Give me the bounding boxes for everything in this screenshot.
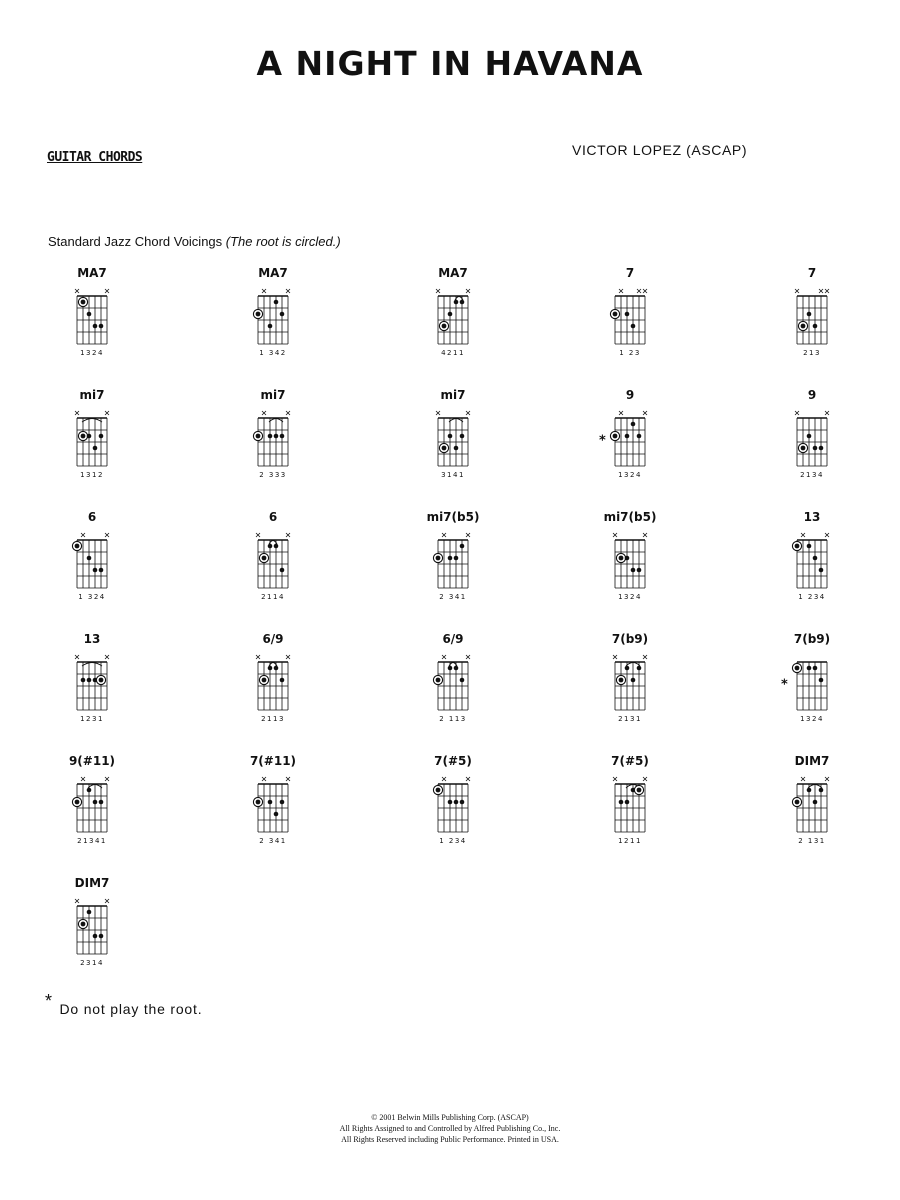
finger-dot xyxy=(460,300,465,305)
finger-dot xyxy=(801,324,806,329)
fretboard-grid xyxy=(233,754,313,844)
finger-dot xyxy=(448,312,453,317)
finger-dot xyxy=(256,434,261,439)
chord-name: 6/9 xyxy=(442,632,464,646)
finger-dot xyxy=(613,434,618,439)
finger-dot xyxy=(631,678,636,683)
finger-dot xyxy=(274,544,279,549)
finger-dot xyxy=(795,666,800,671)
barre-arc xyxy=(82,419,102,423)
copyright-line: All Rights Reserved including Public Performance. Printed in USA. xyxy=(341,1135,559,1144)
chord-name: mi7(b5) xyxy=(603,510,657,524)
finger-dot xyxy=(93,800,98,805)
finger-dot xyxy=(268,434,273,439)
finger-dot xyxy=(274,300,279,305)
chord-diagram xyxy=(413,754,493,864)
chord-name: mi7 xyxy=(440,388,466,402)
fretboard-grid xyxy=(772,266,852,356)
fretboard-grid xyxy=(413,266,493,356)
finger-dot xyxy=(81,922,86,927)
chord-diagram xyxy=(772,632,852,742)
chord-name: MA7 xyxy=(258,266,288,280)
finger-dot xyxy=(807,434,812,439)
finger-dot xyxy=(448,556,453,561)
finger-dot xyxy=(280,312,285,317)
finger-dot xyxy=(274,434,279,439)
fretboard-grid xyxy=(590,388,670,478)
finger-dot xyxy=(93,446,98,451)
chord-name: 9 xyxy=(807,388,817,402)
fretboard-grid xyxy=(772,388,852,478)
chord-name: 9 xyxy=(625,388,635,402)
fretboard-grid xyxy=(413,632,493,722)
finger-dot xyxy=(637,568,642,573)
chord-diagram xyxy=(233,632,313,742)
finger-dot xyxy=(631,324,636,329)
finger-dot xyxy=(436,788,441,793)
chord-name: 7 xyxy=(625,266,635,280)
fingering-numbers: 1324 xyxy=(618,593,642,601)
fretboard-grid xyxy=(590,632,670,722)
chord-diagram xyxy=(772,754,852,864)
fingering-numbers: 1211 xyxy=(618,837,642,845)
fingering-numbers: 2 333 xyxy=(259,471,287,479)
finger-dot xyxy=(87,788,92,793)
finger-dot xyxy=(637,434,642,439)
finger-dot xyxy=(280,678,285,683)
finger-dot xyxy=(99,568,104,573)
finger-dot xyxy=(631,422,636,427)
finger-dot xyxy=(448,800,453,805)
fretboard-grid xyxy=(233,266,313,356)
chord-name: 13 xyxy=(803,510,821,524)
finger-dot xyxy=(460,434,465,439)
finger-dot xyxy=(436,678,441,683)
chord-diagram xyxy=(233,266,313,376)
finger-dot xyxy=(813,556,818,561)
fingering-numbers: 1 23 xyxy=(619,349,641,357)
finger-dot xyxy=(268,544,273,549)
fingering-numbers: 1324 xyxy=(800,715,824,723)
finger-dot xyxy=(256,312,261,317)
finger-dot xyxy=(262,556,267,561)
finger-dot xyxy=(819,446,824,451)
fingering-numbers: 1 324 xyxy=(78,593,106,601)
chord-name: 7(#11) xyxy=(249,754,297,768)
fretboard-grid xyxy=(52,632,132,722)
copyright-line: All Rights Assigned to and Controlled by Alfred Publishing Co., Inc. xyxy=(339,1124,561,1133)
fingering-numbers: 2113 xyxy=(261,715,285,723)
finger-dot xyxy=(274,812,279,817)
fingering-numbers: 1312 xyxy=(80,471,104,479)
finger-dot xyxy=(637,788,642,793)
finger-dot xyxy=(99,934,104,939)
asterisk-icon: * xyxy=(45,991,53,1011)
chord-name: 7(#5) xyxy=(434,754,472,768)
finger-dot xyxy=(93,568,98,573)
finger-dot xyxy=(87,312,92,317)
finger-dot xyxy=(795,800,800,805)
chord-diagram xyxy=(233,754,313,864)
fingering-numbers: 21341 xyxy=(77,837,107,845)
finger-dot xyxy=(87,556,92,561)
fretboard-grid xyxy=(413,388,493,478)
finger-dot xyxy=(807,666,812,671)
chord-diagram xyxy=(590,632,670,742)
finger-dot xyxy=(99,324,104,329)
finger-dot xyxy=(795,544,800,549)
chord-diagram xyxy=(413,266,493,376)
finger-dot xyxy=(262,678,267,683)
chord-diagram xyxy=(413,388,493,498)
fretboard-grid xyxy=(233,388,313,478)
finger-dot xyxy=(99,800,104,805)
finger-dot xyxy=(81,678,86,683)
finger-dot xyxy=(93,934,98,939)
chord-name: 6 xyxy=(87,510,97,524)
finger-dot xyxy=(280,434,285,439)
finger-dot xyxy=(268,800,273,805)
fingering-numbers: 1324 xyxy=(80,349,104,357)
finger-dot xyxy=(807,312,812,317)
finger-dot xyxy=(81,434,86,439)
chord-diagram xyxy=(52,876,132,986)
fretboard-grid xyxy=(52,510,132,600)
fretboard-grid xyxy=(590,510,670,600)
chord-name: 7(b9) xyxy=(793,632,831,646)
chord-name: 7 xyxy=(807,266,817,280)
finger-dot xyxy=(613,312,618,317)
finger-dot xyxy=(268,324,273,329)
fingering-numbers: 2 131 xyxy=(798,837,826,845)
finger-dot xyxy=(813,446,818,451)
composer-credit: VICTOR LOPEZ (ASCAP) xyxy=(572,142,748,158)
finger-dot xyxy=(454,666,459,671)
finger-dot xyxy=(436,556,441,561)
finger-dot xyxy=(93,324,98,329)
fingering-numbers: 2 113 xyxy=(439,715,467,723)
fretboard-grid xyxy=(413,754,493,844)
chord-diagram xyxy=(52,510,132,620)
chord-diagram xyxy=(590,754,670,864)
chord-diagram xyxy=(772,510,852,620)
finger-dot xyxy=(819,788,824,793)
finger-dot xyxy=(619,800,624,805)
finger-dot xyxy=(454,556,459,561)
finger-dot xyxy=(274,666,279,671)
finger-dot xyxy=(268,666,273,671)
finger-dot xyxy=(256,800,261,805)
fingering-numbers: 1324 xyxy=(618,471,642,479)
finger-dot xyxy=(75,800,80,805)
fingering-numbers: 1231 xyxy=(80,715,104,723)
fingering-numbers: 3141 xyxy=(441,471,465,479)
finger-dot xyxy=(625,434,630,439)
page-title: A NIGHT IN HAVANA xyxy=(256,44,644,83)
fingering-numbers: 2134 xyxy=(800,471,824,479)
fretboard-grid xyxy=(772,510,852,600)
chord-name: 6 xyxy=(268,510,278,524)
finger-dot xyxy=(807,788,812,793)
finger-dot xyxy=(454,300,459,305)
chord-diagram xyxy=(590,388,670,498)
chord-diagram xyxy=(772,388,852,498)
finger-dot xyxy=(280,800,285,805)
finger-dot xyxy=(454,800,459,805)
chord-diagram xyxy=(233,388,313,498)
finger-dot xyxy=(625,312,630,317)
finger-dot xyxy=(87,910,92,915)
finger-dot xyxy=(625,666,630,671)
fretboard-grid xyxy=(233,632,313,722)
fingering-numbers: 1 342 xyxy=(259,349,287,357)
copyright-line: © 2001 Belwin Mills Publishing Corp. (ASCAP) xyxy=(371,1113,529,1122)
chord-diagram xyxy=(52,266,132,376)
finger-dot xyxy=(87,434,92,439)
fingering-numbers: 4211 xyxy=(441,349,465,357)
fretboard-grid xyxy=(52,754,132,844)
fretboard-grid xyxy=(772,754,852,844)
finger-dot xyxy=(454,446,459,451)
chord-name: mi7 xyxy=(260,388,286,402)
finger-dot xyxy=(637,666,642,671)
voicings-note: (The root is circled.) xyxy=(225,234,341,249)
chord-diagram xyxy=(590,510,670,620)
chord-diagram xyxy=(413,510,493,620)
fingering-numbers: 2 341 xyxy=(439,593,467,601)
asterisk-icon: * xyxy=(599,433,606,449)
chord-name: 7(#5) xyxy=(611,754,649,768)
finger-dot xyxy=(442,446,447,451)
finger-dot xyxy=(807,544,812,549)
voicings-heading-text: Standard Jazz Chord Voicings xyxy=(48,234,223,249)
footnote-text: Do not play the root. xyxy=(59,1001,203,1017)
fretboard-grid xyxy=(52,266,132,356)
chord-name: mi7 xyxy=(79,388,105,402)
fingering-numbers: 2 341 xyxy=(259,837,287,845)
finger-dot xyxy=(813,324,818,329)
chord-diagram xyxy=(52,388,132,498)
chord-diagram xyxy=(52,632,132,742)
finger-dot xyxy=(819,678,824,683)
fretboard-grid xyxy=(413,510,493,600)
finger-dot xyxy=(280,568,285,573)
finger-dot xyxy=(801,446,806,451)
chord-name: MA7 xyxy=(438,266,468,280)
finger-dot xyxy=(75,544,80,549)
chord-name: 9(#11) xyxy=(68,754,116,768)
chord-diagram xyxy=(772,266,852,376)
finger-dot xyxy=(619,678,624,683)
chord-diagram xyxy=(413,632,493,742)
fingering-numbers: 2114 xyxy=(261,593,285,601)
finger-dot xyxy=(442,324,447,329)
finger-dot xyxy=(625,556,630,561)
chord-name: 13 xyxy=(83,632,101,646)
chord-name: DIM7 xyxy=(74,876,110,890)
finger-dot xyxy=(625,800,630,805)
finger-dot xyxy=(631,568,636,573)
footnote xyxy=(45,991,203,1019)
chord-diagram xyxy=(52,754,132,864)
copyright-notice xyxy=(0,1112,900,1145)
finger-dot xyxy=(460,678,465,683)
finger-dot xyxy=(87,678,92,683)
barre-arc xyxy=(82,663,102,667)
fretboard-grid xyxy=(52,876,132,966)
finger-dot xyxy=(448,666,453,671)
chord-name: 7(b9) xyxy=(611,632,649,646)
asterisk-icon: * xyxy=(781,677,788,693)
chord-name: mi7(b5) xyxy=(426,510,480,524)
fretboard-grid xyxy=(590,754,670,844)
chord-diagram xyxy=(590,266,670,376)
fretboard-grid xyxy=(772,632,852,722)
finger-dot xyxy=(460,800,465,805)
fingering-numbers: 213 xyxy=(803,349,821,357)
fretboard-grid xyxy=(590,266,670,356)
finger-dot xyxy=(619,556,624,561)
section-label: GUITAR CHORDS xyxy=(47,150,143,165)
finger-dot xyxy=(813,800,818,805)
chord-diagram xyxy=(233,510,313,620)
fingering-numbers: 2314 xyxy=(80,959,104,967)
finger-dot xyxy=(813,666,818,671)
chord-name: MA7 xyxy=(77,266,107,280)
fingering-numbers: 1 234 xyxy=(439,837,467,845)
finger-dot xyxy=(81,300,86,305)
finger-dot xyxy=(99,434,104,439)
finger-dot xyxy=(460,544,465,549)
finger-dot xyxy=(448,434,453,439)
fingering-numbers: 2131 xyxy=(618,715,642,723)
chord-name: 6/9 xyxy=(262,632,284,646)
fingering-numbers: 1 234 xyxy=(798,593,826,601)
fretboard-grid xyxy=(52,388,132,478)
finger-dot xyxy=(819,568,824,573)
fretboard-grid xyxy=(233,510,313,600)
finger-dot xyxy=(99,678,104,683)
chord-name: DIM7 xyxy=(794,754,830,768)
